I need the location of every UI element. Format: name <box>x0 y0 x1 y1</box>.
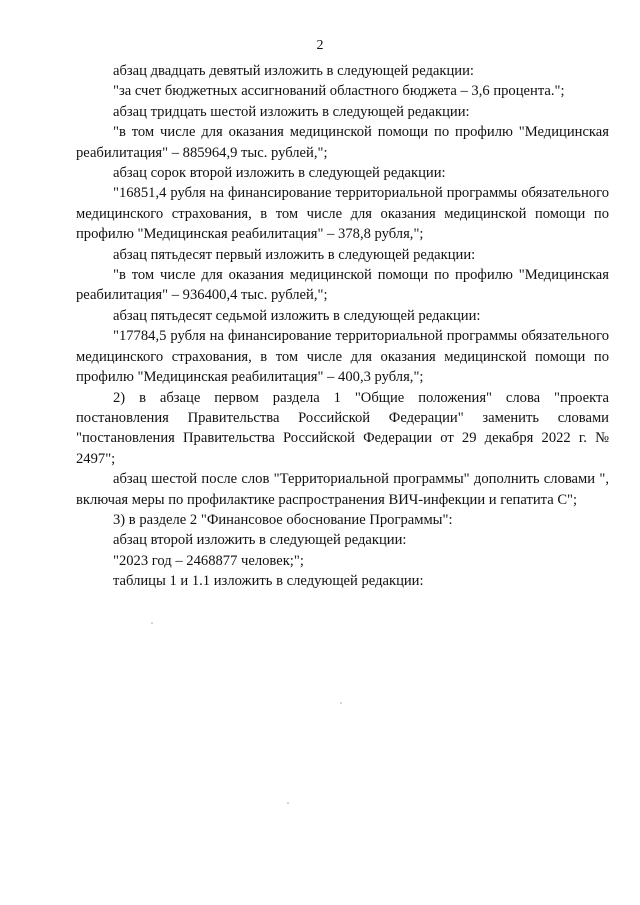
paragraph: таблицы 1 и 1.1 изложить в следующей редакции: <box>113 573 424 590</box>
document-body <box>76 61 609 592</box>
scan-speck <box>151 622 153 624</box>
paragraph: "2023 год – 2468877 человек;"; <box>113 552 304 569</box>
paragraph: "за счет бюджетных ассигнований областного бюджета – 3,6 процента."; <box>113 83 565 100</box>
paragraph: абзац шестой после слов "Территориальной программы" дополнить словами ", включая меры по профилактике распространения ВИЧ-инфекции и гепатита С"; <box>76 471 609 508</box>
scan-speck <box>340 702 342 704</box>
paragraph: абзац двадцать девятый изложить в следующей редакции: <box>113 63 474 79</box>
paragraph: абзац сорок второй изложить в следующей редакции: <box>113 165 446 182</box>
paragraph: "16851,4 рубля на финансирование территориальной программы обязательного медицинского страхования, в том числе для оказания медицинской помощи по профилю "Медицинская реабилитация" – 378,8 рубля,"; <box>76 185 609 243</box>
paragraph: абзац пятьдесят седьмой изложить в следующей редакции: <box>113 307 481 324</box>
paragraph: абзац второй изложить в следующей редакции: <box>113 532 407 549</box>
page-number: 2 <box>316 38 324 53</box>
paragraph: 3) в разделе 2 "Финансовое обоснование Программы": <box>113 511 453 528</box>
paragraph: "в том числе для оказания медицинской помощи по профилю "Медицинская реабилитация" – 936400,4 тыс. рублей,"; <box>76 267 609 304</box>
paragraph: "17784,5 рубля на финансирование территориальной программы обязательного медицинского страхования, в том числе для оказания медицинской помощи по профилю "Медицинская реабилитация" – 400,3 рубля,"; <box>76 328 609 386</box>
paragraph: абзац пятьдесят первый изложить в следующей редакции: <box>113 246 476 263</box>
scan-speck <box>287 802 289 804</box>
paragraph: абзац тридцать шестой изложить в следующей редакции: <box>113 103 470 120</box>
paragraph: "в том числе для оказания медицинской помощи по профилю "Медицинская реабилитация" – 885964,9 тыс. рублей,"; <box>76 124 609 161</box>
paragraph: 2) в абзаце первом раздела 1 "Общие положения" слова "проекта постановления Правительства Российской Федерации" заменить словами "постановления Правительства Российской Федерации от 29 декабря 2022 г. № 2497"; <box>76 389 609 467</box>
